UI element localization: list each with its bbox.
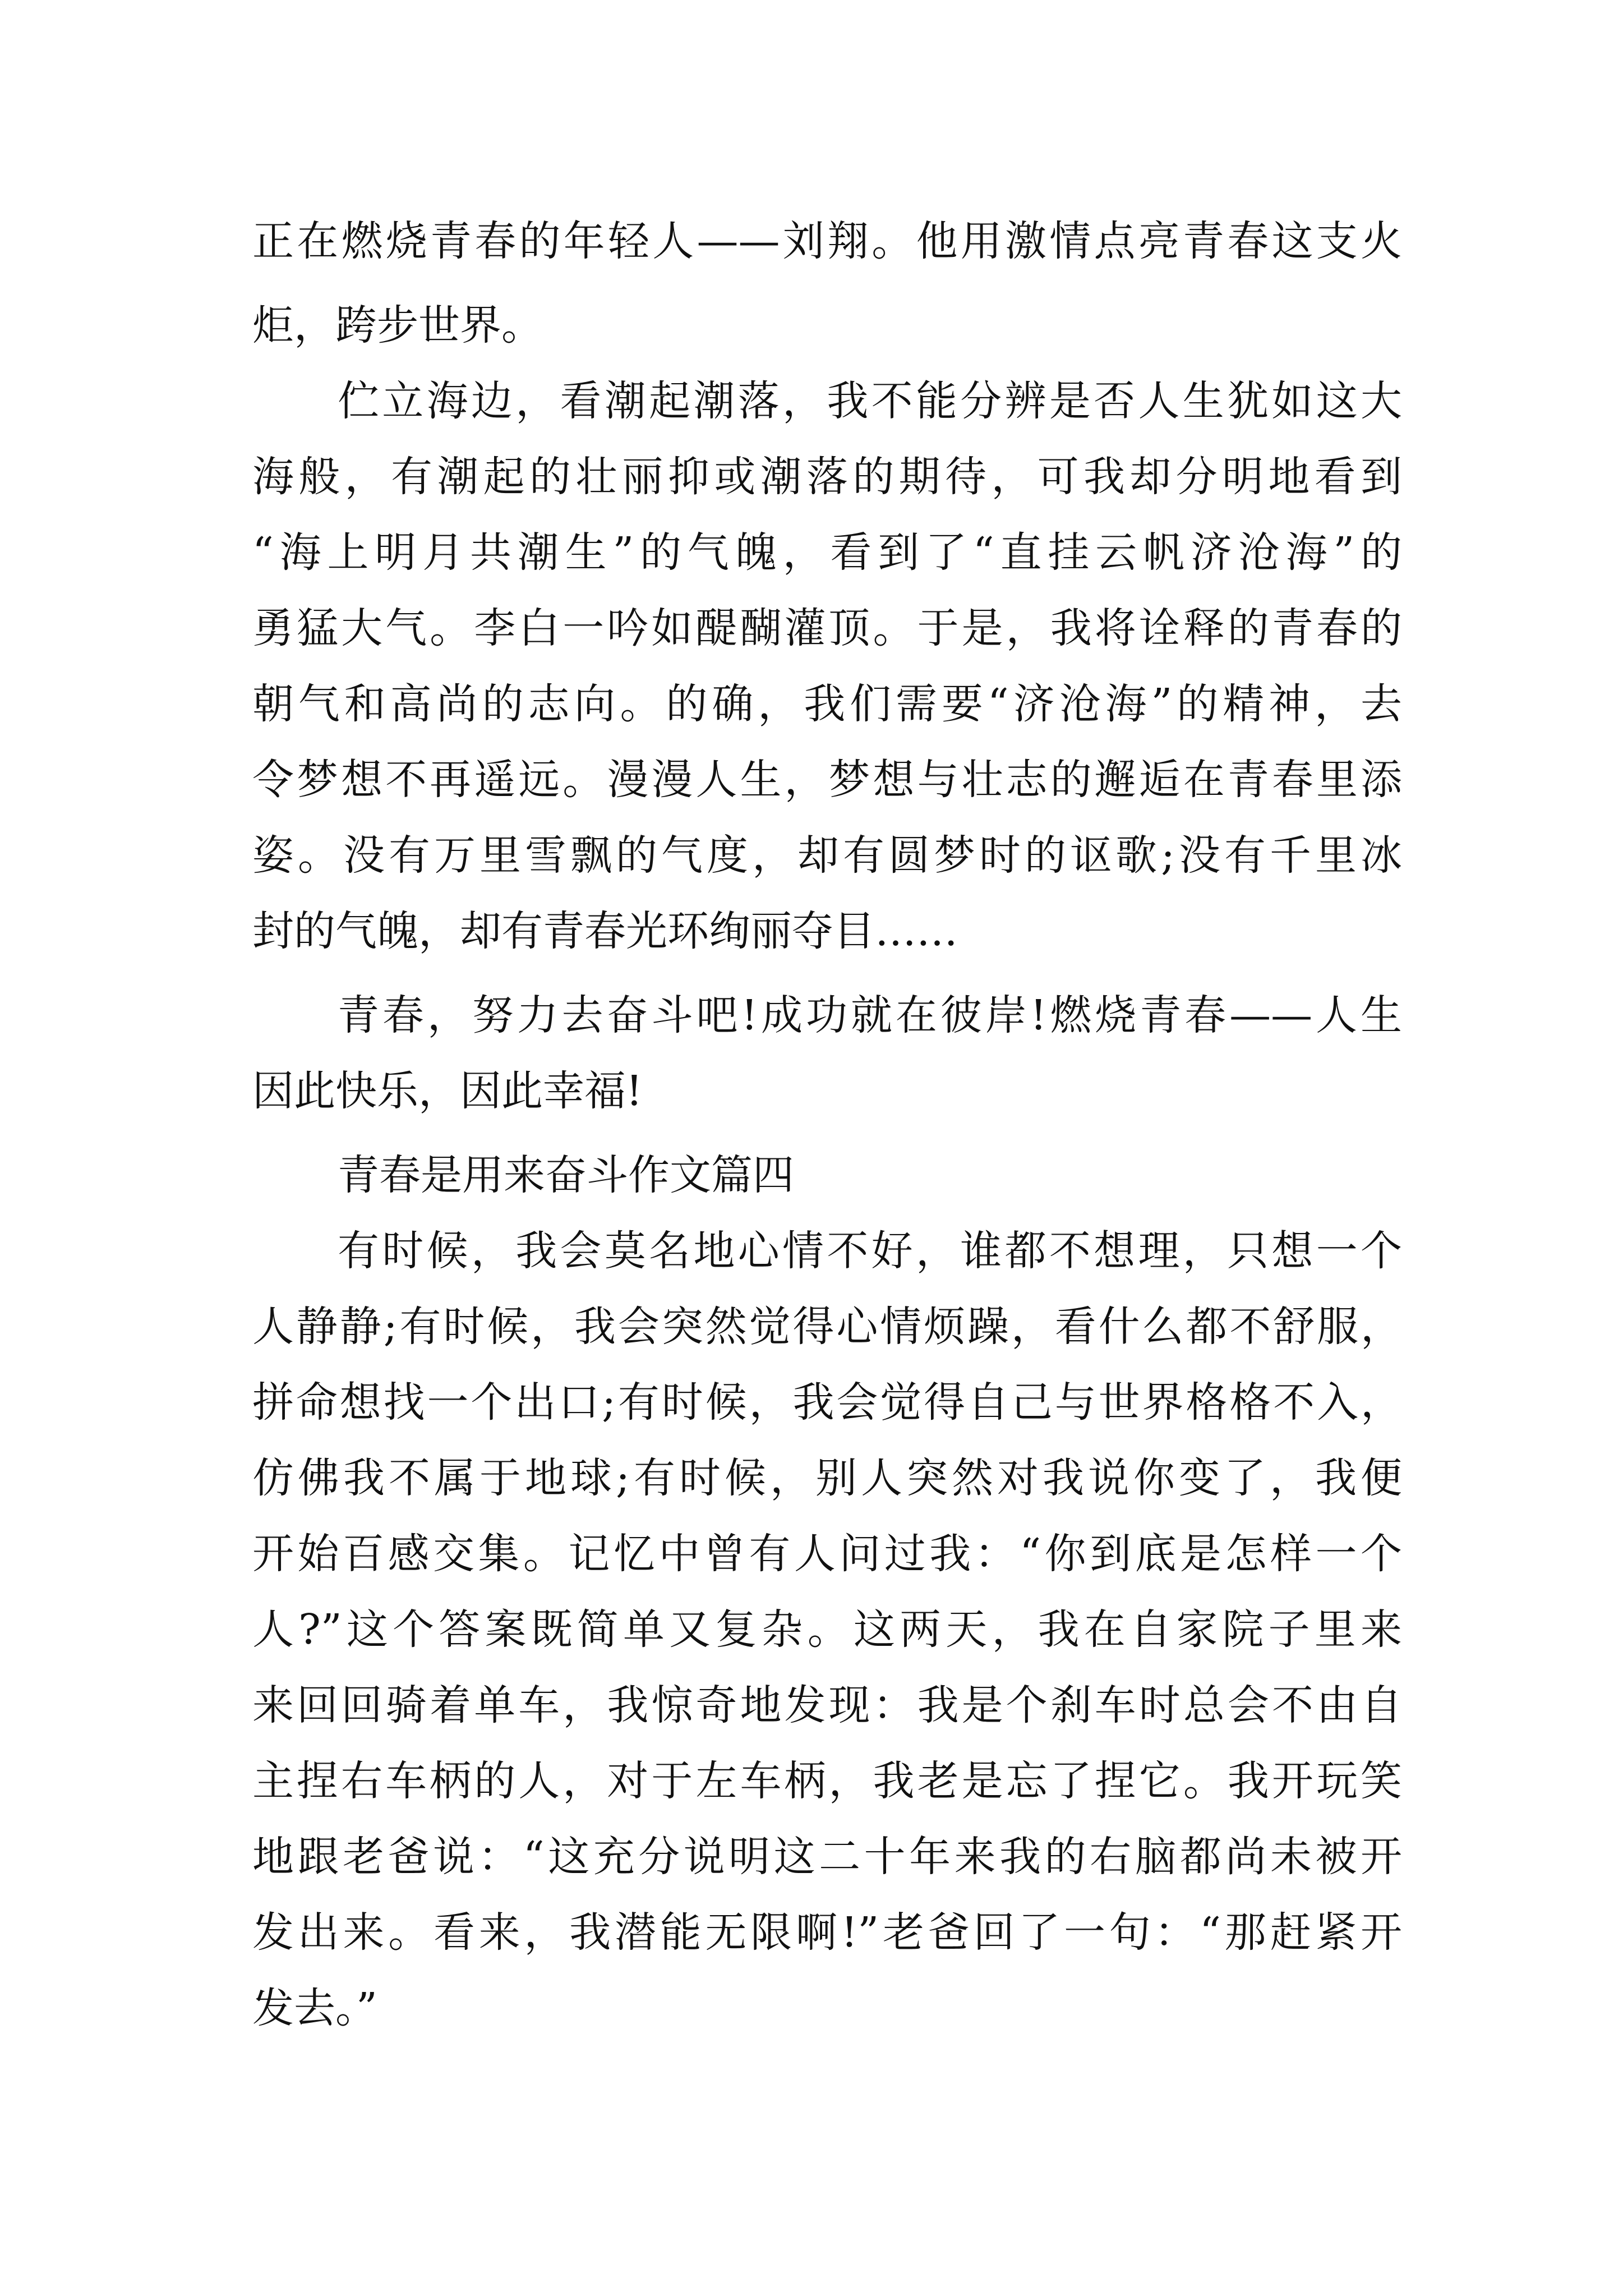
text-line: 发出来。看来，我潜能无限啊!”老爸回了一句：“那赶紧开: [252, 1908, 1402, 1957]
text-line: 因此快乐，因此幸福!: [252, 1067, 643, 1115]
text-line: 开始百感交集。记忆中曾有人问过我：“你到底是怎样一个: [252, 1530, 1402, 1578]
text-line: 伫立海边，看潮起潮落，我不能分辨是否人生犹如这大: [338, 377, 1402, 425]
text-line: 朝气和高尚的志向。的确，我们需要“济沧海”的精神，去: [252, 680, 1402, 728]
section-heading: 青春是用来奋斗作文篇四: [338, 1151, 794, 1199]
text-line: 勇猛大气。李白一吟如醍醐灌顶。于是，我将诠释的青春的: [252, 604, 1402, 652]
text-line: 海般，有潮起的壮丽抑或潮落的期待，可我却分明地看到: [252, 453, 1402, 501]
text-line: 主捏右车柄的人，对于左车柄，我老是忘了捏它。我开玩笑: [252, 1757, 1402, 1805]
text-line: 拼命想找一个出口;有时候，我会觉得自己与世界格格不入，: [252, 1378, 1402, 1427]
text-line: 姿。没有万里雪飘的气度，却有圆梦时的讴歌;没有千里冰: [252, 831, 1402, 880]
text-line: 有时候，我会莫名地心情不好，谁都不想理，只想一个: [338, 1227, 1402, 1275]
text-line: 青春，努力去奋斗吧!成功就在彼岸!燃烧青春——人生: [338, 991, 1402, 1039]
text-line: 人?”这个答案既简单又复杂。这两天，我在自家院子里来: [252, 1605, 1402, 1654]
text-line: “海上明月共潮生”的气魄，看到了“直挂云帆济沧海”的: [252, 528, 1402, 577]
text-line: 炬，跨步世界。: [252, 301, 543, 349]
text-line: 仿佛我不属于地球;有时候，别人突然对我说你变了，我便: [252, 1454, 1402, 1502]
text-line: 正在燃烧青春的年轻人——刘翔。他用激情点亮青春这支火: [252, 217, 1402, 265]
text-line: 人静静;有时候，我会突然觉得心情烦躁，看什么都不舒服，: [252, 1303, 1402, 1351]
text-line: 地跟老爸说：“这充分说明这二十年来我的右脑都尚未被开: [252, 1833, 1402, 1881]
text-line: 来回回骑着单车，我惊奇地发现：我是个刹车时总会不由自: [252, 1681, 1402, 1729]
text-line: 令梦想不再遥远。漫漫人生，梦想与壮志的邂逅在青春里添: [252, 756, 1402, 804]
text-line: 封的气魄，却有青春光环绚丽夺目……: [252, 907, 958, 955]
text-line: 发去。”: [252, 1984, 377, 2032]
